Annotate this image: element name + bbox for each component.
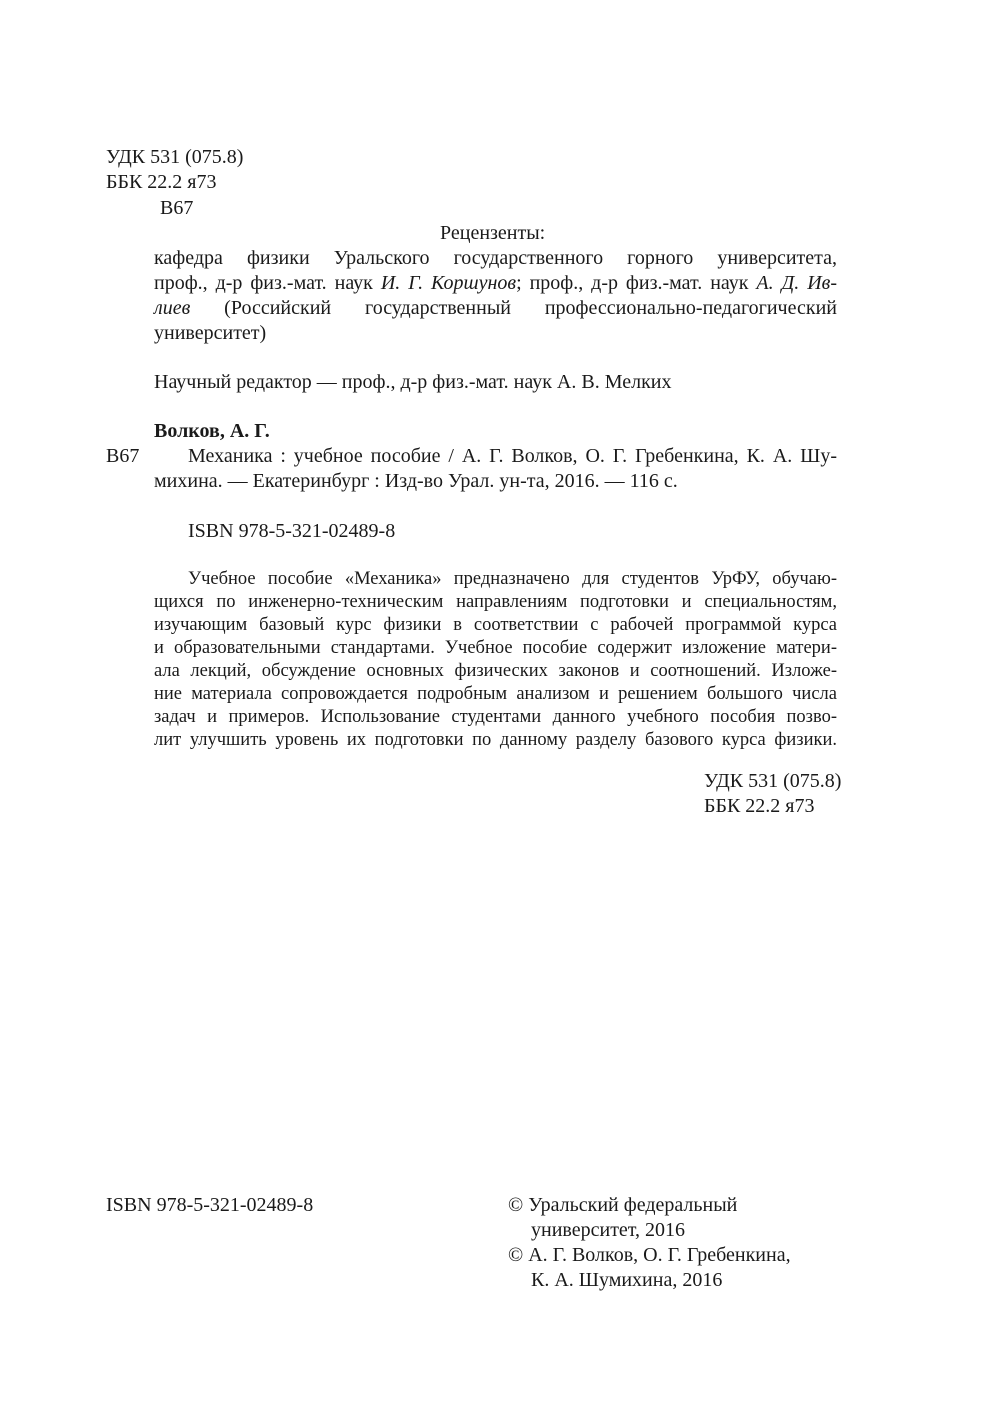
copyright-line: © Уральский федеральный (508, 1194, 738, 1216)
science-editor: Научный редактор — проф., д-р физ.-мат. наук А. В. Мелких (154, 371, 672, 393)
reviewers-line (154, 295, 837, 321)
abstract-line: задач и примеров. Использование студентами данного учебного пособия позво- (154, 707, 837, 727)
abstract-line: ние материала сопровождается подробным анализом и решением большого числа (154, 684, 837, 704)
reviewers-line: кафедра физики Уральского государственного горного университета, (154, 247, 837, 269)
udk-code-bottom: УДК 531 (075.8) (704, 770, 842, 792)
author-mark: В67 (160, 197, 194, 219)
copyright-line: университет, 2016 (531, 1219, 686, 1241)
reviewers-text: ; проф., д-р физ.-мат. наук (516, 272, 757, 294)
abstract-line: щихся по инженерно-техническим направлениям подготовки и специальностям, (154, 592, 837, 612)
reviewers-line: университет) (154, 322, 267, 344)
abstract-line: изучающим базовый курс физики в соответствии с рабочей программой курса (154, 615, 837, 635)
reviewers-text: (Российский государственный профессионально-педагогический (190, 297, 837, 319)
reviewers-text: проф., д-р физ.-мат. наук (154, 272, 381, 294)
bbk-code-bottom: ББК 22.2 я73 (704, 795, 815, 817)
citation-author: Волков, А. Г. (154, 420, 270, 442)
citation-isbn: ISBN 978-5-321-02489-8 (188, 520, 396, 542)
abstract-line: и образовательными стандартами. Учебное пособие содержит изложение матери- (154, 638, 837, 658)
footer-isbn: ISBN 978-5-321-02489-8 (106, 1194, 314, 1216)
citation-line: Механика : учебное пособие / А. Г. Волков, О. Г. Гребенкина, К. А. Шу- (188, 445, 837, 467)
reviewers-heading: Рецензенты: (440, 222, 546, 244)
reviewer-name: лиев (154, 297, 191, 319)
citation-line: михина. — Екатеринбург : Изд-во Урал. ун-та, 2016. — 116 с. (154, 470, 678, 492)
reviewer-name: И. Г. Коршунов (380, 272, 517, 294)
citation-mark: В67 (106, 445, 140, 467)
bbk-code: ББК 22.2 я73 (106, 171, 217, 193)
udk-code: УДК 531 (075.8) (106, 146, 244, 168)
abstract-line: Учебное пособие «Механика» предназначено для студентов УрФУ, обучаю- (188, 569, 837, 589)
copyright-line: © А. Г. Волков, О. Г. Гребенкина, (508, 1244, 791, 1266)
copyright-line: К. А. Шумихина, 2016 (531, 1269, 723, 1291)
abstract-line: лит улучшить уровень их подготовки по данному разделу базового курса физики. (154, 730, 837, 750)
reviewers-line (154, 270, 837, 296)
abstract-line: ала лекций, обсуждение основных физических законов и соотношений. Изложе- (154, 661, 837, 681)
reviewer-name: А. Д. Ив- (756, 272, 837, 294)
